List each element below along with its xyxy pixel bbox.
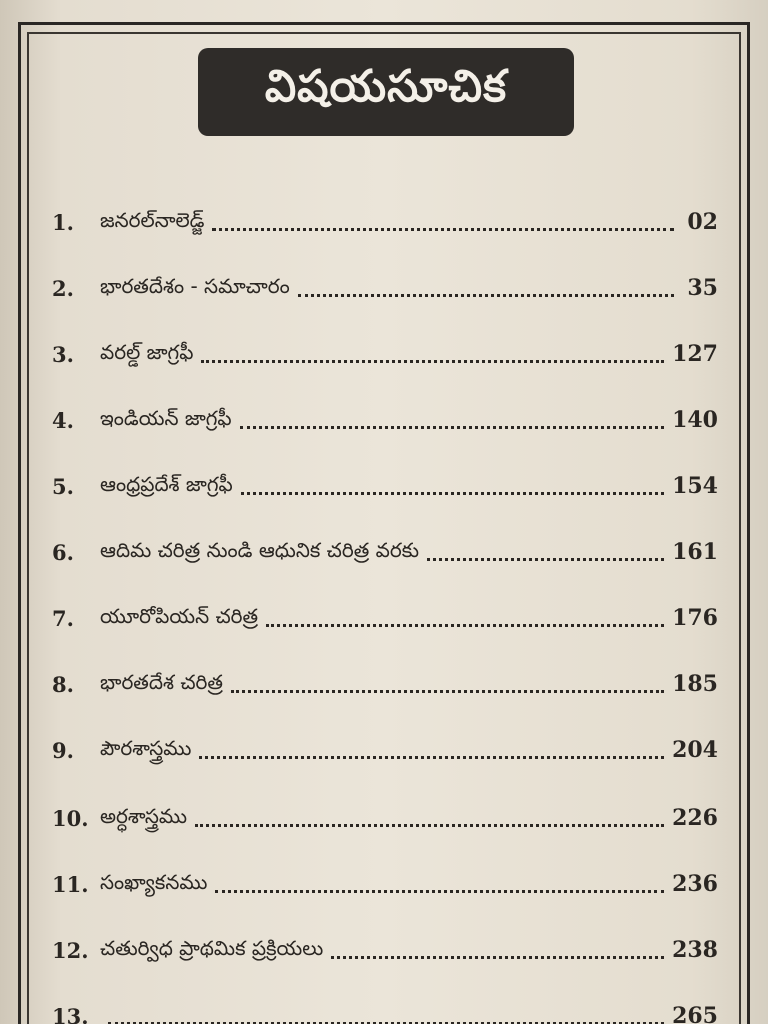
entry-number: 13. [52, 1003, 89, 1024]
entry-number: 2. [52, 275, 74, 301]
entry-number: 9. [52, 737, 74, 763]
entry-page: 161 [672, 539, 718, 565]
dot-leader [231, 688, 664, 693]
entry-label: ఆంధ్రప్రదేశ్ జాగ్రఫీ [100, 471, 233, 496]
entry-label: సంఖ్యాకనము [100, 869, 208, 894]
entry-number: 5. [52, 473, 74, 499]
entry-page: 185 [672, 671, 718, 697]
entry-number: 1. [52, 209, 74, 235]
dot-leader [195, 822, 664, 827]
entry-page: 265 [672, 1003, 718, 1024]
dot-leader [212, 226, 674, 231]
entry-label: ఆదిమ చరిత్ర నుండి ఆధునిక చరిత్ర వరకు [100, 537, 420, 562]
dot-leader [199, 754, 664, 759]
entry-page: 140 [672, 407, 718, 433]
entry-label: జనరల్‌నాలెడ్జ్ [100, 207, 205, 232]
entry-label: ఇండియన్ జాగ్రఫీ [100, 405, 232, 430]
entry-label: యూరోపియన్ చరిత్ర [100, 603, 259, 628]
dot-leader [266, 622, 664, 627]
toc-entry-6[interactable] [52, 532, 718, 572]
entry-page: 02 [687, 209, 718, 235]
entry-number: 11. [52, 871, 89, 897]
dot-leader [215, 888, 664, 893]
dot-leader [298, 292, 674, 297]
entry-number: 8. [52, 671, 74, 697]
toc-entry-9[interactable] [52, 730, 718, 770]
entry-number: 3. [52, 341, 74, 367]
entry-number: 6. [52, 539, 74, 565]
entry-number: 10. [52, 805, 89, 831]
entry-page: 238 [672, 937, 718, 963]
entry-label: వరల్డ్ జాగ్రఫీ [100, 339, 194, 364]
toc-entry-1[interactable] [52, 202, 718, 242]
dot-leader [108, 1020, 664, 1024]
entry-label: అర్ధశాస్త్రము [100, 803, 187, 828]
entry-label: భారతదేశ చరిత్ర [100, 669, 223, 694]
toc-entry-13[interactable] [52, 996, 718, 1024]
dot-leader [427, 556, 664, 561]
toc-entry-7[interactable] [52, 598, 718, 638]
entry-page: 35 [687, 275, 718, 301]
dot-leader [240, 424, 664, 429]
toc-entry-12[interactable] [52, 930, 718, 970]
entry-page: 127 [672, 341, 718, 367]
entry-number: 4. [52, 407, 74, 433]
toc-entry-5[interactable] [52, 466, 718, 506]
dot-leader [241, 490, 664, 495]
toc-entry-2[interactable] [52, 268, 718, 308]
toc-entry-4[interactable] [52, 400, 718, 440]
entry-page: 236 [672, 871, 718, 897]
entry-label: భారతదేశం - సమాచారం [100, 273, 290, 298]
dot-leader [201, 358, 664, 363]
entry-page: 176 [672, 605, 718, 631]
dot-leader [331, 954, 664, 959]
toc-entry-3[interactable] [52, 334, 718, 374]
toc-entry-10[interactable] [52, 798, 718, 838]
entry-label: పౌరశాస్త్రము [100, 735, 192, 760]
entry-number: 7. [52, 605, 74, 631]
entry-page: 226 [672, 805, 718, 831]
entry-label: చతుర్విధ ప్రాథమిక ప్రక్రియలు [100, 935, 324, 960]
page-title: విషయసూచిక [198, 48, 574, 136]
entry-page: 154 [672, 473, 718, 499]
toc-entry-8[interactable] [52, 664, 718, 704]
entry-page: 204 [672, 737, 718, 763]
toc-entry-11[interactable] [52, 864, 718, 904]
entry-number: 12. [52, 937, 89, 963]
